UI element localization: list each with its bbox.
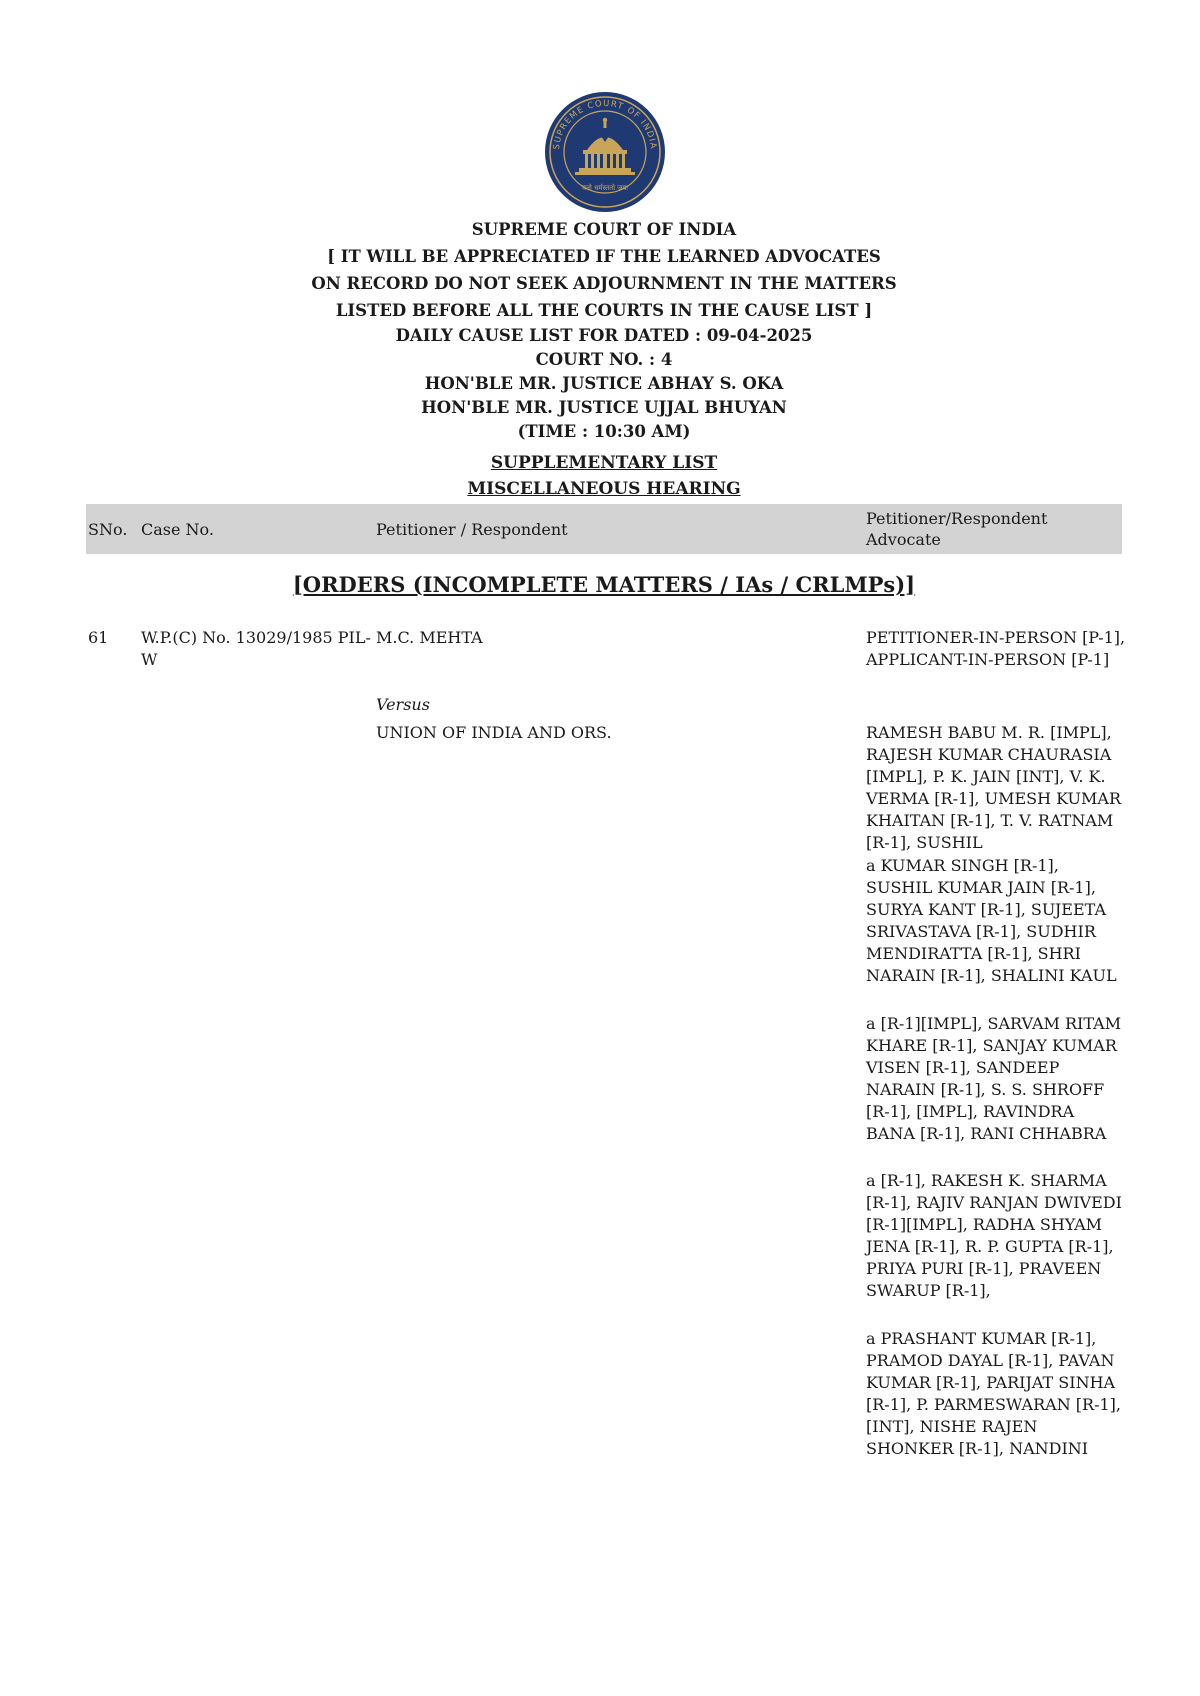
notice-line-2: ON RECORD DO NOT SEEK ADJOURNMENT IN THE MATTERS [311,274,897,293]
hearing-type: MISCELLANEOUS HEARING [467,479,741,499]
respondent-advocates-block: a [R-1], RAKESH K. SHARMA [R-1], RAJIV RANJAN DWIVEDI [R-1][IMPL], RADHA SHYAM JENA [R-1], R. P. GUPTA [R-1], PRIYA PURI [R-1], PRAVEEN SWARUP [R-1], [866,1171,1122,1300]
hearing-time: (TIME : 10:30 AM) [517,422,691,441]
respondent-name: UNION OF INDIA AND ORS. [376,723,612,742]
section-title: [ORDERS (INCOMPLETE MATTERS / IAs / CRLMPs)] [292,572,916,597]
judge-2: HON'BLE MR. JUSTICE UJJAL BHUYAN [421,398,787,417]
table-header [86,504,1122,554]
col-parties: Petitioner / Respondent [376,520,568,539]
case-number: W.P.(C) No. 13029/1985 PIL-W [141,628,371,669]
respondent-advocates-block: RAMESH BABU M. R. [IMPL], RAJESH KUMAR CHAURASIA [IMPL], P. K. JAIN [INT], V. K. VERMA [R-1], UMESH KUMAR KHAITAN [R-1], T. V. RATNAM [R-1], SUSHIL [866,723,1121,852]
court-number: COURT NO. : 4 [535,350,673,369]
cause-list-date: DAILY CAUSE LIST FOR DATED : 09-04-2025 [395,326,813,345]
judge-1: HON'BLE MR. JUSTICE ABHAY S. OKA [424,374,784,393]
list-type: SUPPLEMENTARY LIST [490,453,718,473]
notice-line-3: LISTED BEFORE ALL THE COURTS IN THE CAUSE LIST ] [335,301,873,320]
versus-label: Versus [376,695,430,714]
document-header [0,216,1200,501]
supreme-court-emblem-icon [543,90,667,214]
petitioner-advocate: PETITIONER-IN-PERSON [P-1], APPLICANT-IN-PERSON [P-1] [866,628,1126,669]
respondent-advocates-block: a PRASHANT KUMAR [R-1], PRAMOD DAYAL [R-1], PAVAN KUMAR [R-1], PARIJAT SINHA [R-1], P. PARMESWARAN [R-1], [INT], NISHE RAJEN SHONKER [R-1], NANDINI [866,1329,1121,1458]
col-case-no: Case No. [141,520,214,539]
court-name: SUPREME COURT OF INDIA [471,220,737,239]
emblem-ring-text: SUPREME COURT OF INDIA [551,98,659,151]
respondent-advocates-block: a [R-1][IMPL], SARVAM RITAM KHARE [R-1], SANJAY KUMAR VISEN [R-1], SANDEEP NARAIN [R-1], S. S. SHROFF [R-1], [IMPL], RAVINDRA BANA [R-1], RANI CHHABRA [866,1014,1122,1143]
col-advocate: Petitioner/Respondent Advocate [866,509,1048,549]
case-sno: 61 [88,628,109,647]
respondent-advocates-block: a KUMAR SINGH [R-1], SUSHIL KUMAR JAIN [R-1], SURYA KANT [R-1], SUJEETA SRIVASTAVA [R-1], SUDHIR MENDIRATTA [R-1], SHRI NARAIN [R-1], SHALINI KAUL [866,856,1117,985]
emblem-motto: यतो धर्मस्ततो जयः [582,184,628,192]
petitioner-name: M.C. MEHTA [376,628,483,647]
col-sno: SNo. [88,520,128,539]
notice-line-1: [ IT WILL BE APPRECIATED IF THE LEARNED ADVOCATES [327,247,881,266]
